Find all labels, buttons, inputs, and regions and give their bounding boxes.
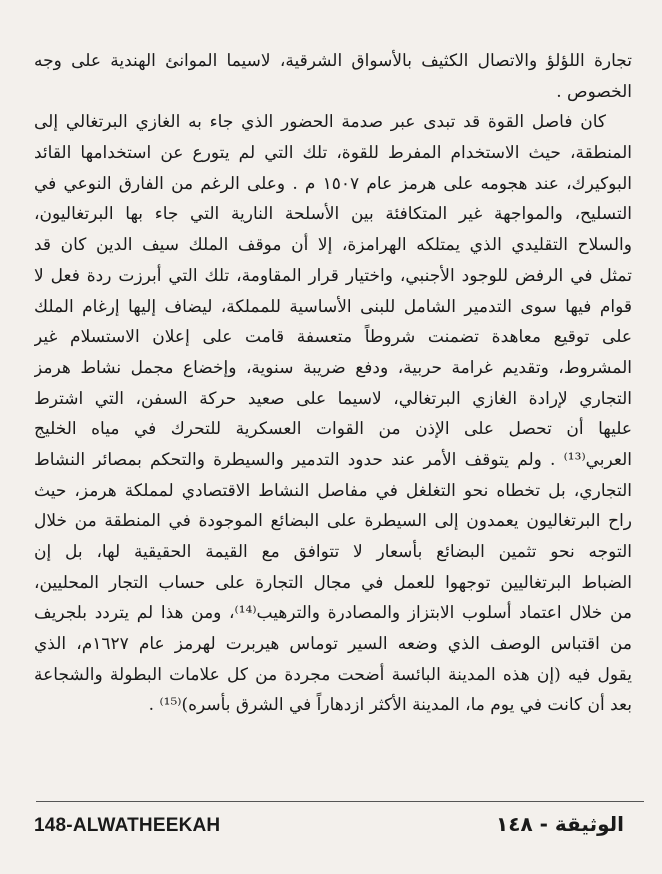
text-line: الضباط البرتغاليين توجهوا للعمل في مجال التجارة على حساب التجار المحليين،	[34, 572, 632, 593]
text-line: الخصوص .	[556, 81, 632, 102]
text-line: كان فاصل القوة قد تبدى عبر صدمة الحضور الذي جاء به الغازي البرتغالي إلى	[34, 112, 606, 133]
text-line: العربي⁽¹³⁾ . ولم يتوقف الأمر عند حدود التدمير والسيطرة والتحكم بمصائر النشاط	[34, 449, 632, 470]
text-line: يقول فيه (إن هذه المدينة البائسة أضحت مجردة من كل علامات البطولة والشجاعة	[34, 664, 632, 685]
footer-page-label-latin: 148-ALWATHEEKAH	[34, 815, 221, 836]
text-line: التوجه نحو تثمين البضائع بأسعار لا تتوافق مع القيمة الحقيقية لها، بل إن	[34, 542, 632, 562]
article-body	[34, 46, 632, 721]
text-line: بعد أن كانت في يوم ما، المدينة الأكثر ازدهاراً في الشرق بأسره)⁽¹⁵⁾ .	[148, 695, 632, 716]
text-line: من خلال اعتماد أسلوب الابتزاز والمصادرة والترهيب⁽¹⁴⁾، ومن هذا لم يتردد بلجريف	[34, 603, 632, 624]
text-line: تجارة اللؤلؤ والاتصال الكثيف بالأسواق الشرقية، لاسيما الموانئ الهندية على وجه	[34, 51, 632, 71]
footer-divider	[36, 801, 644, 802]
text-line: المنطقة، حيث الاستخدام المفرط للقوة، تلك التي لم يتورع عن استخدامها القائد	[34, 143, 632, 164]
text-line: على توقيع معاهدة تضمنت شروطاً متعسفة قامت على إعلان الاستسلام غير	[34, 327, 632, 348]
text-line: التجاري، بل تخطاه نحو التغلغل في مفاصل النشاط الاقتصادي لمملكة هرمز، حيث	[34, 480, 632, 501]
text-line: التجاري لإرادة الغازي البرتغالي، لاسيما على صعيد حركة السفن، التي اشترط	[34, 388, 632, 409]
text-line: والسلاح التقليدي الذي يمتلكه الهرامزة، إلا أن موقف الملك سيف الدين كان قد	[34, 235, 632, 256]
text-line: البوكيرك، عند هجومه على هرمز عام ١٥٠٧ م . وعلى الرغم من الفارق النوعي في	[34, 173, 632, 194]
footer-page-label-arabic: الوثيقة - ١٤٨	[496, 812, 624, 836]
text-line: المشروط، وتقديم غرامة حربية، ودفع ضريبة سنوية، وإخضاع مجمل نشاط هرمز	[34, 357, 632, 378]
text-line: عليها أن تحصل على الإذن من القوات العسكرية للتحرك في مياه الخليج	[34, 419, 632, 440]
text-line: قوام فيها سوى التدمير الشامل للبنى الأساسية للمملكة، ليضاف إليها إرغام الملك	[34, 296, 632, 317]
text-line: من اقتباس الوصف الذي وضعه السير توماس هيربرت لهرمز عام ١٦٢٧م، الذي	[34, 634, 632, 655]
text-line: راح البرتغاليون يعمدون إلى السيطرة على البضائع الموجودة في المنطقة من خلال	[34, 511, 632, 532]
text-line: تمثل في الرفض للوجود الأجنبي، واختيار قرار المقاومة، تلك التي أبرزت ردة فعل لا	[34, 265, 632, 286]
text-line: التسليح، والمواجهة غير المتكافئة بين الأسلحة النارية التي جاء بها البرتغاليون،	[34, 204, 632, 225]
